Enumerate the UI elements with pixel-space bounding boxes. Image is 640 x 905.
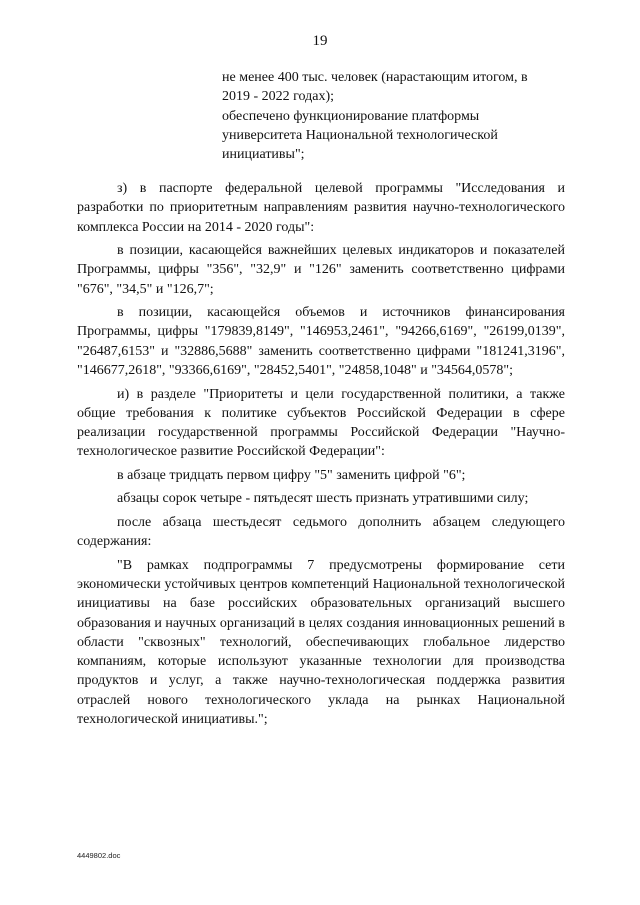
- file-reference: 4449802.doc: [77, 851, 121, 860]
- paragraph: в позиции, касающейся важнейших целевых индикаторов и показателей Программы, цифры "356", "32,9" и "126" заменить соответственно цифрами "676", "34,5" и "126,7";: [77, 243, 565, 297]
- continued-line: не менее 400 тыс. человек (нарастающим итогом, в 2019 - 2022 годах);: [222, 70, 528, 105]
- paragraph: в позиции, касающейся объемов и источников финансирования Программы, цифры "179839,8149", "146953,2461", "94266,6169", "26199,0139", "26487,6153" и "32886,5688" заменить соответственно цифрами "181241,3196", "146677,2618", "93366,6169", "28452,5401", "24858,1048" и "34564,0578";: [77, 305, 565, 379]
- paragraph-i: и) в разделе "Приоритеты и цели государственной политики, а также общие требования к политике субъектов Российской Федерации в сфере реализации государственной программы Российской Федерации "Научно-технологическое развитие Российской Федерации":: [77, 386, 565, 460]
- paragraph: в абзаце тридцать первом цифру "5" заменить цифрой "6";: [117, 467, 466, 483]
- page-number: 19: [312, 33, 328, 49]
- document-body: [77, 179, 565, 734]
- continued-text-block: [222, 68, 552, 164]
- paragraph: абзацы сорок четыре - пятьдесят шесть признать утратившими силу;: [117, 491, 529, 507]
- continued-line: обеспечено функционирование платформы университета Национальной технологической инициативы";: [222, 108, 498, 163]
- paragraph: после абзаца шестьдесят седьмого дополнить абзацем следующего содержания:: [77, 514, 565, 550]
- quoted-paragraph: "В рамках подпрограммы 7 предусмотрены формирование сети экономически устойчивых центров компетенций Национальной технологической инициативы на базе российских образовательных организаций высшего образования и научных организаций в целях создания инновационных решений в области "сквозных" технологий, обеспечивающих глобальное лидерство компаниям, которые используют указанные технологии для производства продуктов и услуг, а также научно-технологическая поддержка развития отраслей нового технологического уклада на рынках Национальной технологической инициативы.";: [77, 557, 565, 728]
- paragraph-z: з) в паспорте федеральной целевой программы "Исследования и разработки по приоритетным направлениям развития научно-технологического комплекса России на 2014 - 2020 годы":: [77, 181, 565, 235]
